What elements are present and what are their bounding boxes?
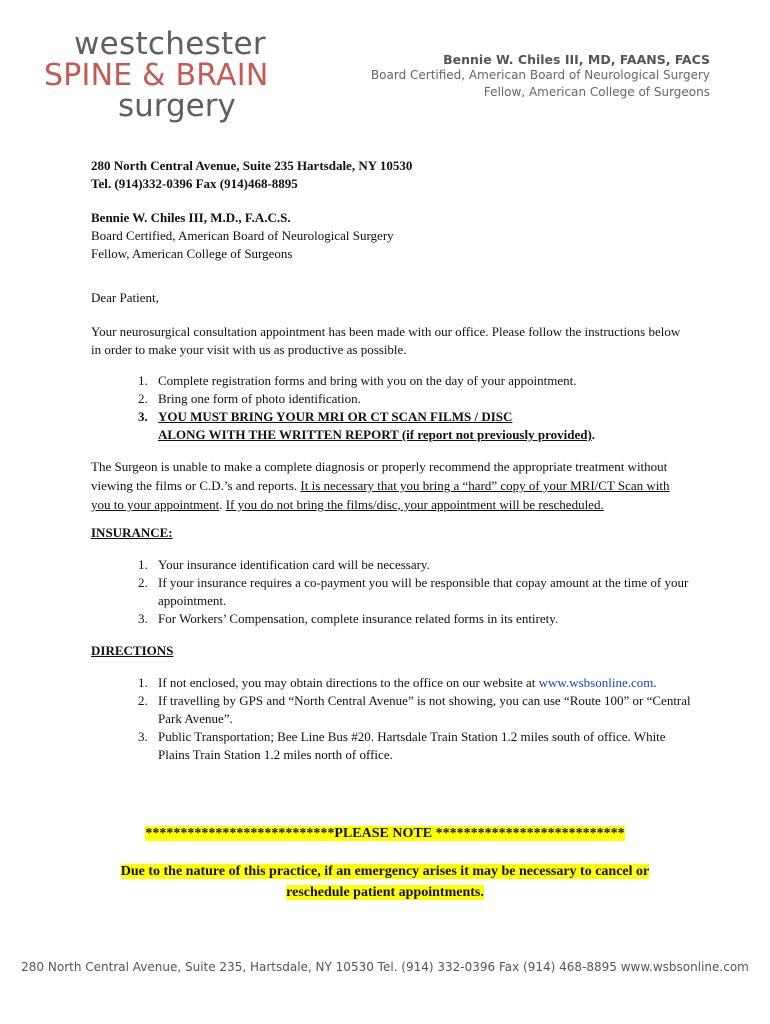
phone-fax-line: Tel. (914)332-0396 Fax (914)468-8895 — [91, 176, 298, 191]
please-note-banner — [0, 826, 770, 842]
list-item: 2. If travelling by GPS and “North Central Avenue” is not showing, you can use “Route 100” or “Central Park Avenue”. — [138, 693, 691, 726]
salutation: Dear Patient, — [91, 290, 159, 305]
list-item: 2. Bring one form of photo identification. — [138, 391, 361, 406]
doctor-credential-1: Board Certified, American Board of Neurological Surgery — [91, 228, 394, 243]
list-item: 3. YOU MUST BRING YOUR MRI OR CT SCAN FILMS / DISC ALONG WITH THE WRITTEN REPORT (if report not previously provided). — [138, 409, 596, 442]
doctor-name: Bennie W. Chiles III, M.D., F.A.C.S. — [91, 210, 291, 225]
address-line: 280 North Central Avenue, Suite 235 Hartsdale, NY 10530 — [91, 158, 413, 173]
directions-list — [91, 674, 691, 764]
website-link[interactable]: www.wsbsonline.com — [538, 675, 654, 690]
list-item: 3. Public Transportation; Bee Line Bus #20. Hartsdale Train Station 1.2 miles south of office. White Plains Train Station 1.2 miles north of office. — [138, 729, 666, 762]
logo-line-surgery: surgery — [118, 88, 236, 124]
logo-line-spine-brain: SPINE & BRAIN — [44, 58, 269, 93]
letterhead — [371, 52, 710, 101]
list-item: 2. If your insurance requires a co-payment you will be responsible that copay amount at the time of your appointment. — [138, 575, 689, 608]
intro-paragraph: Your neurosurgical consultation appointment has been made with our office. Please follow the instructions below in order to make your visit with us as productive as possible. — [91, 324, 681, 357]
list-item: 1. Your insurance identification card will be necessary. — [138, 557, 430, 572]
letterhead-credential-2: Fellow, American College of Surgeons — [483, 85, 710, 99]
please-note-highlight: ***************************PLEASE NOTE *************************** — [145, 826, 625, 841]
insurance-list — [91, 556, 691, 628]
emergency-notice: Due to the nature of this practice, if an emergency arises it may be necessary to cancel or reschedule patient appointments. — [120, 864, 650, 900]
surgeon-paragraph: The Surgeon is unable to make a complete diagnosis or properly recommend the appropriate treatment without viewing the films or C.D.’s and reports. It is necessary that you bring a “hard” copy of your MRI/CT Scan with you to your appointment. If you do not bring the films/disc, your appointment will be rescheduled. — [91, 459, 670, 512]
letter-body — [91, 157, 691, 764]
doctor-credential-2: Fellow, American College of Surgeons — [91, 246, 293, 261]
please-note-label: PLEASE NOTE — [334, 826, 433, 841]
letterhead-credential-1: Board Certified, American Board of Neurological Surgery — [370, 68, 710, 82]
list-item: 1. Complete registration forms and bring with you on the day of your appointment. — [138, 373, 577, 388]
insurance-heading: INSURANCE: — [91, 525, 173, 540]
footer-contact: 280 North Central Avenue, Suite 235, Hartsdale, NY 10530 Tel. (914) 332-0396 Fax (914) 468-8895 www.wsbsonline.com — [21, 960, 749, 974]
letterhead-name: Bennie W. Chiles III, MD, FAANS, FACS — [443, 52, 710, 67]
list-item: 3. For Workers’ Compensation, complete insurance related forms in its entirety. — [138, 611, 559, 626]
practice-logo — [44, 26, 304, 126]
list-item: 1. If not enclosed, you may obtain directions to the office on our website at www.wsbsonline.com. — [138, 675, 657, 690]
instructions-list — [91, 372, 691, 444]
directions-heading: DIRECTIONS — [91, 643, 174, 658]
logo-line-westchester: westchester — [74, 26, 266, 62]
